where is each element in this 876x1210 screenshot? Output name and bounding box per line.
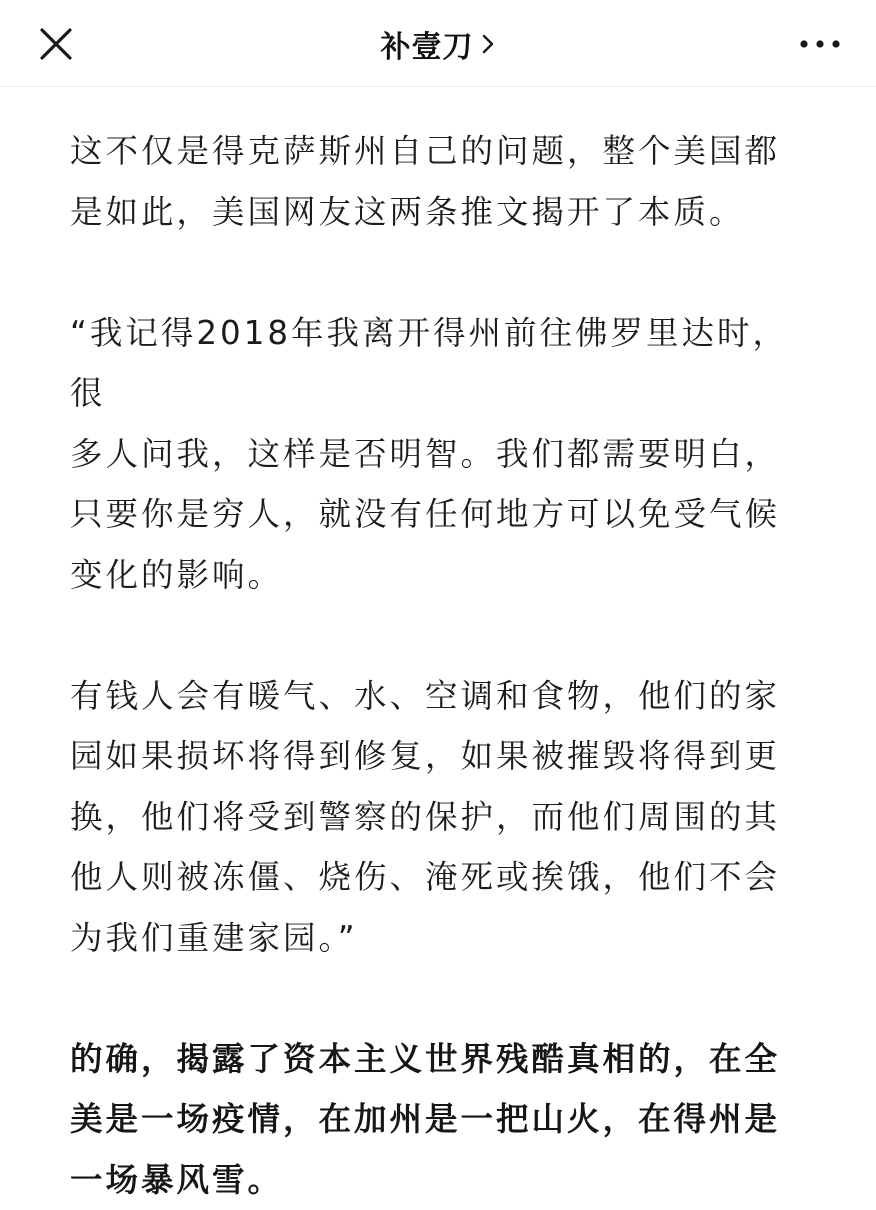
paragraph-line: 他人则被冻僵、烧伤、淹死或挨饿，他们不会 — [70, 858, 780, 896]
article-paragraph-quote — [70, 666, 810, 969]
paragraph-line: “我记得2018年我离开得州前往佛罗里达时，很 — [70, 314, 788, 413]
paragraph-line: 是如此，美国网友这两条推文揭开了本质。 — [70, 193, 745, 231]
paragraph-line: 的确，揭露了资本主义世界残酷真相的，在全 — [70, 1040, 780, 1078]
paragraph-line: 园如果损坏将得到修复，如果被摧毁将得到更 — [70, 737, 780, 775]
paragraph-line: 换，他们将受到警察的保护，而他们周围的其 — [70, 798, 780, 836]
paragraph-line: 有钱人会有暖气、水、空调和食物，他们的家 — [70, 677, 780, 715]
article-paragraph — [70, 121, 810, 242]
paragraph-line: 美是一场疫情，在加州是一把山火，在得州是 — [70, 1100, 780, 1138]
article-body — [70, 121, 810, 1210]
article-paragraph-quote — [70, 303, 810, 606]
account-title-link[interactable] — [0, 22, 876, 66]
chevron-right-icon — [480, 33, 496, 55]
paragraph-line: 多人问我，这样是否明智。我们都需要明白， — [70, 435, 780, 473]
account-name: 补壹刀 — [381, 22, 474, 66]
more-options-button[interactable] — [796, 22, 844, 66]
paragraph-line: 这不仅是得克萨斯州自己的问题，整个美国都 — [70, 132, 780, 170]
paragraph-line: 为我们重建家园。” — [70, 919, 358, 957]
paragraph-line: 只要你是穷人，就没有任何地方可以免受气候 — [70, 495, 780, 533]
paragraph-line: 变化的影响。 — [70, 556, 283, 594]
top-navigation-bar — [0, 0, 876, 87]
more-dots-icon — [796, 22, 844, 66]
article-paragraph-bold — [70, 1029, 810, 1210]
paragraph-line: 一场暴风雪。 — [70, 1161, 283, 1199]
